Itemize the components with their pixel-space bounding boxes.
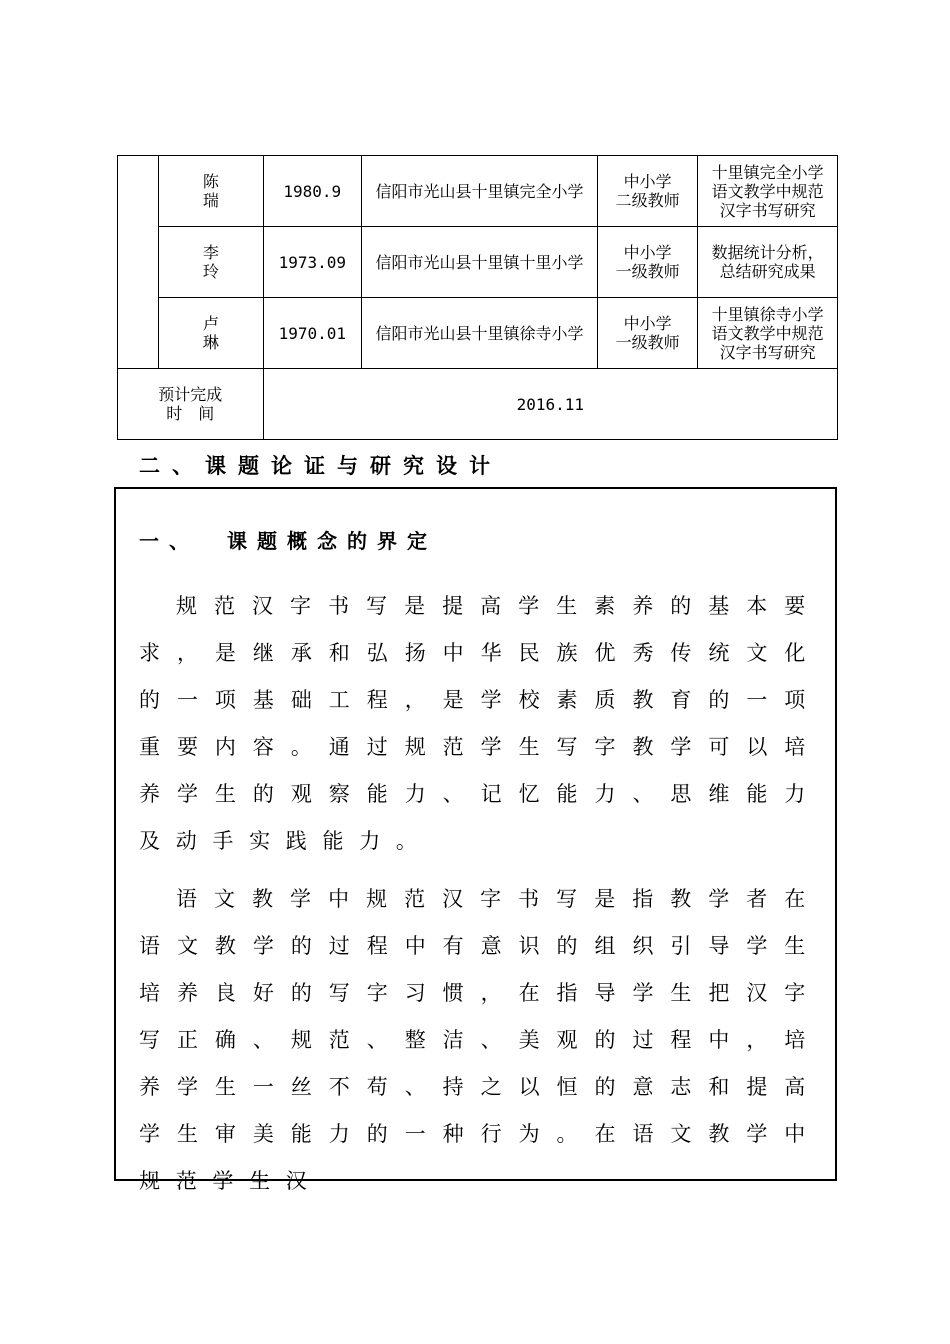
member-title: 中小学 二级教师 bbox=[597, 156, 697, 227]
completion-value: 2016.11 bbox=[263, 369, 837, 440]
member-unit: 信阳市光山县十里镇完全小学 bbox=[361, 156, 597, 227]
member-birth: 1970.01 bbox=[263, 298, 361, 369]
member-name: 李 玲 bbox=[159, 227, 263, 298]
member-title: 中小学 一级教师 bbox=[597, 227, 697, 298]
sub-heading-text: 课题概念的界定 bbox=[227, 529, 437, 553]
member-group-cell bbox=[118, 156, 159, 369]
member-name: 卢 琳 bbox=[159, 298, 263, 369]
content-box bbox=[114, 487, 837, 1193]
member-task: 数据统计分析， 总结研究成果 bbox=[698, 227, 838, 298]
sub-heading-number: 一、 bbox=[139, 529, 199, 553]
table-row bbox=[118, 156, 838, 227]
sub-heading bbox=[139, 525, 437, 554]
member-title: 中小学 一级教师 bbox=[597, 298, 697, 369]
member-table bbox=[117, 155, 838, 440]
member-birth: 1980.9 bbox=[263, 156, 361, 227]
completion-row bbox=[118, 369, 838, 440]
member-birth: 1973.09 bbox=[263, 227, 361, 298]
completion-label: 预计完成 时 间 bbox=[118, 369, 264, 440]
paragraph-1: 规范汉字书写是提高学生素养的基本要求，是继承和弘扬中华民族优秀传统文化的一项基础工程，是学校素质教育的一项重要内容。通过规范学生写字教学可以培养学生的观察能力、记忆能力、思维能力及动手实践能力。 bbox=[139, 594, 821, 853]
member-task: 十里镇完全小学 语文教学中规范 汉字书写研究 bbox=[698, 156, 838, 227]
member-unit: 信阳市光山县十里镇徐寺小学 bbox=[361, 298, 597, 369]
member-name: 陈 瑞 bbox=[159, 156, 263, 227]
section-heading: 二、课题论证与研究设计 bbox=[139, 453, 502, 478]
table-row bbox=[118, 227, 838, 298]
member-task: 十里镇徐寺小学 语文教学中规范 汉字书写研究 bbox=[698, 298, 838, 369]
member-unit: 信阳市光山县十里镇十里小学 bbox=[361, 227, 597, 298]
paragraph-2: 语文教学中规范汉字书写是指教学者在语文教学的过程中有意识的组织引导学生培养良好的写字习惯，在指导学生把汉字写正确、规范、整洁、美观的过程中，培养学生一丝不苟、持之以恒的意志和提高学生审美能力的一种行为。在语文教学中规范学生汉 bbox=[139, 887, 821, 1193]
table-row bbox=[118, 298, 838, 369]
